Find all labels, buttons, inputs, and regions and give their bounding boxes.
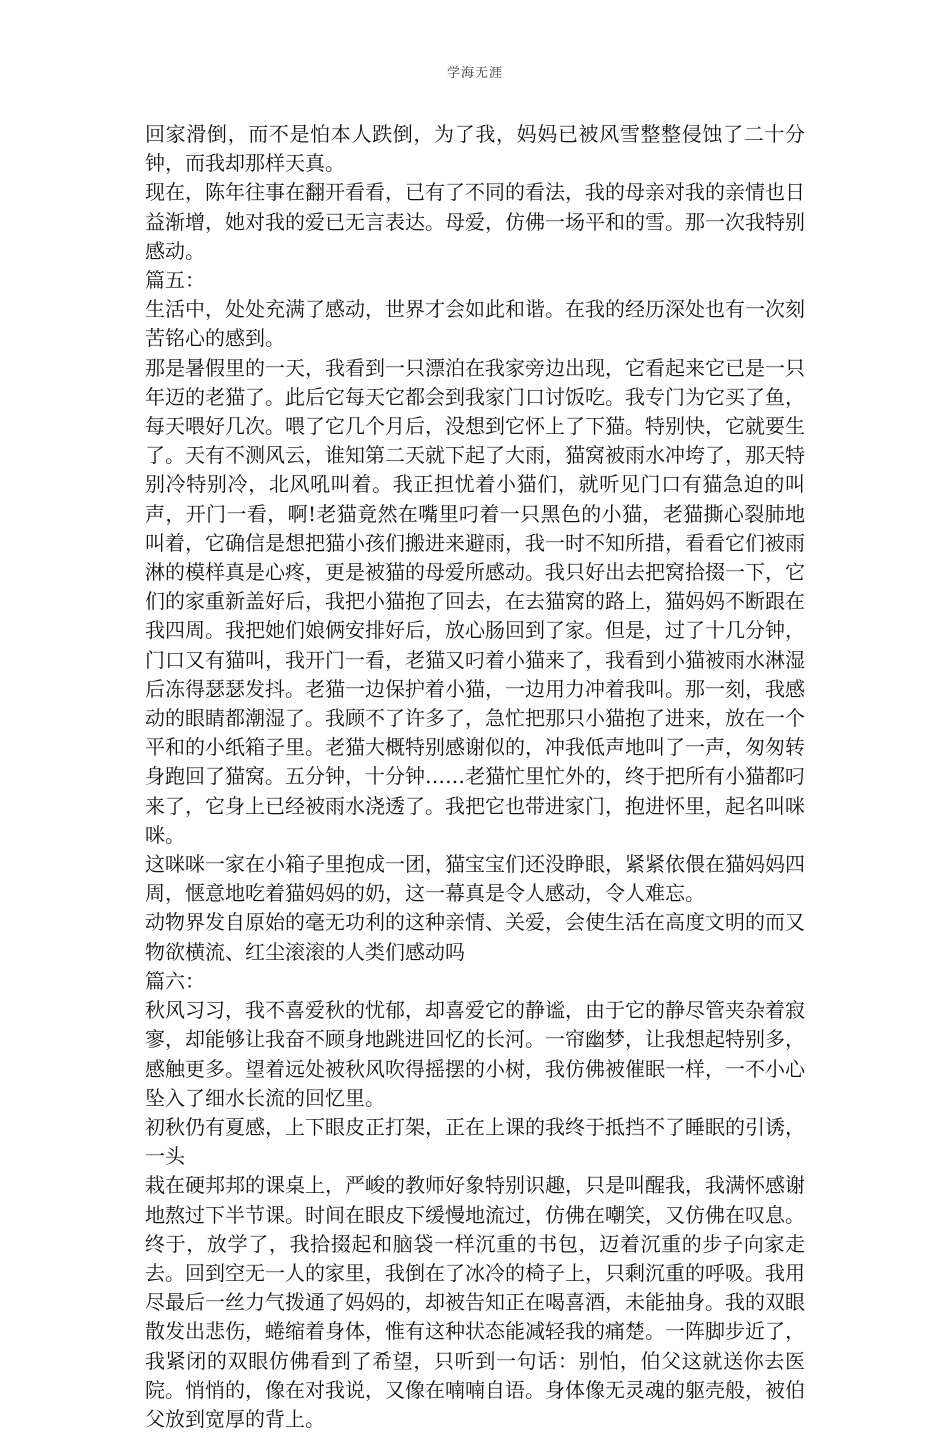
paragraph: 栽在硬邦邦的课桌上，严峻的教师好象特别识趣，只是叫醒我，我满怀感谢地熬过下半节课。时间在眼皮下缓慢地流过，仿佛在嘲笑，又仿佛在叹息。终于，放学了，我拾掇起和脑袋一样沉重的书包，迈着沉重的步子向家走去。回到空无一人的家里，我倒在了冰冷的椅子上，只剩沉重的呼吸。我用尽最后一丝力气拨通了妈妈的，却被告知正在喝喜酒，未能抽身。我的双眼散发出悲伤，蜷缩着身体，惟有这种状态能减轻我的痛楚。一阵脚步近了，我紧闭的双眼仿佛看到了希望，只听到一句话：别怕，伯父这就送你去医院。悄悄的，像在对我说，又像在喃喃自语。身体像无灵魂的躯壳般，被伯父放到宽厚的背上。	[145, 1173, 805, 1431]
paragraph: 回家滑倒，而不是怕本人跌倒，为了我，妈妈已被风雪整整侵蚀了二十分钟，而我却那样天真。	[145, 122, 805, 176]
paragraph: 这咪咪一家在小箱子里抱成一团，猫宝宝们还没睁眼，紧紧依偎在猫妈妈四周，惬意地吃着猫妈妈的奶，这一幕真是令人感动，令人难忘。	[145, 852, 805, 906]
paragraph: 动物界发自原始的毫无功利的这种亲情、关爱，会使生活在高度文明的而又物欲横流、红尘滚滚的人类们感动吗	[145, 910, 805, 964]
section-heading: 篇五：	[145, 268, 205, 293]
paragraph: 初秋仍有夏感，上下眼皮正打架，正在上课的我终于抵挡不了睡眠的引诱，一头	[145, 1114, 805, 1169]
paragraph: 生活中，处处充满了感动，世界才会如此和谐。在我的经历深处也有一次刻苦铭心的感到。	[145, 297, 805, 351]
section-heading: 篇六：	[145, 968, 205, 993]
paragraph: 那是暑假里的一天，我看到一只漂泊在我家旁边出现，它看起来它已是一只年迈的老猫了。此后它每天它都会到我家门口讨饭吃。我专门为它买了鱼，每天喂好几次。喂了它几个月后，没想到它怀上了下猫。特别快，它就要生了。天有不测风云，谁知第二天就下起了大雨，猫窝被雨水冲垮了，那天特别冷特别冷，北风吼叫着。我正担忧着小猫们，就听见门口有猫急迫的叫声，开门一看，啊!老猫竟然在嘴里叼着一只黑色的小猫，老猫撕心裂肺地叫着，它确信是想把猫小孩们搬进来避雨，我一时不知所措，看看它们被雨淋的模样真是心疼，更是被猫的母爱所感动。我只好出去把窝拾掇一下，它们的家重新盖好后，我把小猫抱了回去，在去猫窝的路上，猫妈妈不断跟在我四周。我把她们娘俩安排好后，放心肠回到了家。但是，过了十几分钟，门口又有猫叫，我开门一看，老猫又叼着小猫来了，我看到小猫被雨水淋湿后冻得瑟瑟发抖。老猫一边保护着小猫，一边用力冲着我叫。那一刻，我感动的眼睛都潮湿了。我顾不了许多了，急忙把那只小猫抱了进来，放在一个平和的小纸箱子里。老猫大概特别感谢似的，冲我低声地叫了一声，匆匆转身跑回了猫窝。五分钟，十分钟……老猫忙里忙外的，终于把所有小猫都叼来了，它身上已经被雨水浇透了。我把它也带进家门，抱进怀里，起名叫咪咪。	[145, 355, 805, 847]
page-header: 学海无涯	[446, 66, 503, 81]
paragraph: 现在，陈年往事在翻开看看，已有了不同的看法，我的母亲对我的亲情也日益渐增，她对我的爱已无言表达。母爱，仿佛一场平和的雪。那一次我特别感动。	[145, 180, 805, 263]
paragraph: 秋风习习，我不喜爱秋的忧郁，却喜爱它的静谧，由于它的静尽管夹杂着寂寥，却能够让我奋不顾身地跳进回忆的长河。一帘幽梦，让我想起特别多，感触更多。望着远处被秋风吹得摇摆的小树，我仿佛被催眠一样，一不小心坠入了细水长流的回忆里。	[145, 998, 805, 1110]
document-body	[145, 120, 805, 1434]
